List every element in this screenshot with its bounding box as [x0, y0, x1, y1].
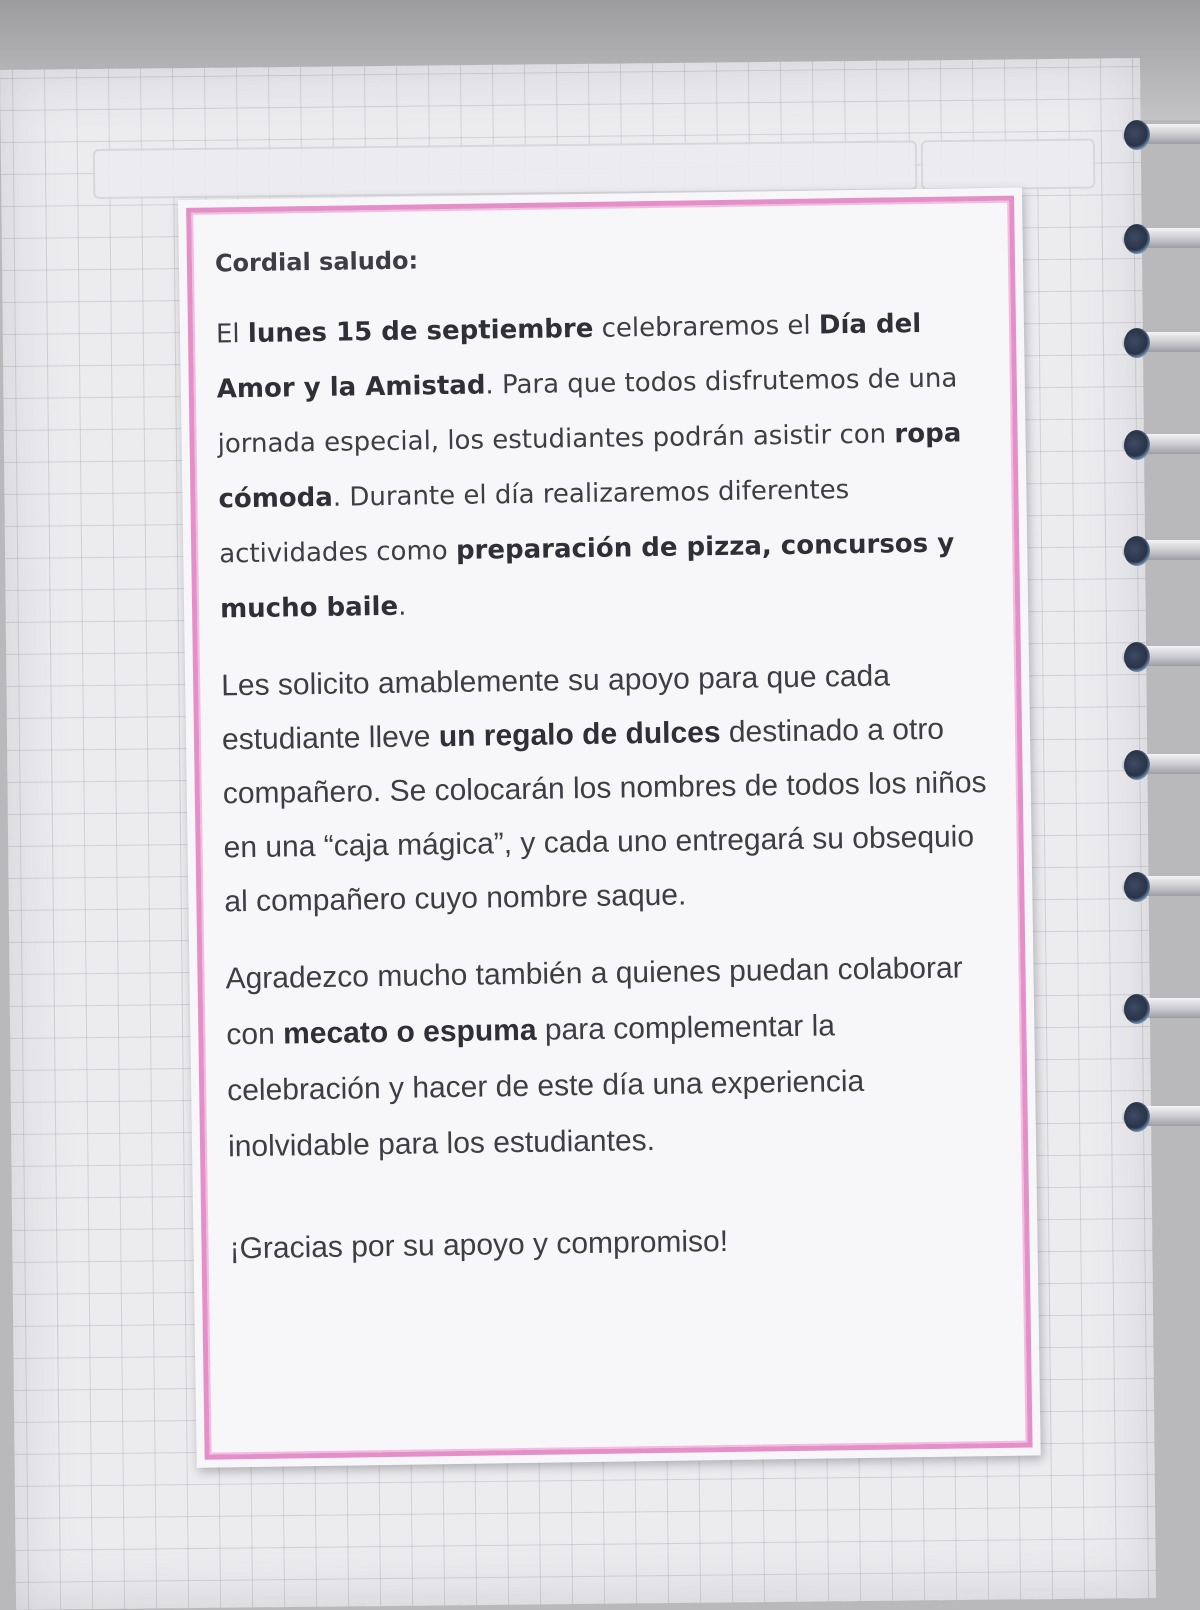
text-span: Les solicito amablemente su apoyo para que cada estudiante lleve — [220, 659, 891, 757]
activities-highlight: preparación de pizza, concursos y mucho baile — [219, 528, 955, 625]
snacks-highlight: mecato o espuma — [282, 1013, 537, 1051]
text-span: . Durante el día realizaremos diferentes actividades como — [219, 475, 850, 570]
text-span: celebraremos el — [593, 310, 820, 344]
greeting: Cordial saludo: — [214, 246, 419, 278]
spiral-ring — [1120, 428, 1200, 462]
text-span: para complementar la celebración y hacer de este día una experiencia inolvidable para los estudiantes. — [226, 1009, 865, 1164]
spiral-ring — [1120, 1100, 1200, 1134]
date-highlight: lunes 15 de septiembre — [247, 313, 594, 349]
text-span: destinado a otro compañero. Se colocarán los nombres de todos los niños en una “caja mágica”, y cada uno entregará su obsequio al compañero cuyo nombre saque. — [222, 712, 987, 919]
text-span: . — [397, 591, 407, 622]
spiral-ring — [1120, 992, 1200, 1026]
text-span: . Para que todos disfrutemos de una jornada especial, los estudiantes podrán asistir con — [217, 363, 958, 460]
event-name-highlight: Día del Amor y la Amistad — [216, 308, 922, 405]
paragraph-celebration — [216, 296, 989, 637]
spiral-ring — [1120, 222, 1200, 256]
gift-highlight: un regalo de dulces — [438, 716, 721, 754]
paragraph-gift-request — [221, 648, 993, 929]
spiral-ring — [1120, 326, 1200, 360]
paragraph-contributions — [225, 940, 996, 1175]
spiral-ring — [1120, 534, 1200, 568]
spiral-ring — [1120, 118, 1200, 152]
closing-thanks: ¡Gracias por su apoyo y compromiso! — [229, 1224, 729, 1266]
flyer-content — [215, 230, 999, 1299]
spiral-ring — [1120, 640, 1200, 674]
spiral-ring — [1120, 870, 1200, 904]
clothing-highlight: ropa cómoda — [218, 418, 962, 515]
text-span: Agradezco mucho también a quienes puedan colaborar con — [225, 951, 963, 1052]
invitation-flyer — [178, 187, 1041, 1467]
spiral-ring — [1120, 748, 1200, 782]
text-span: El — [215, 318, 249, 350]
page-date-box — [921, 139, 1096, 191]
